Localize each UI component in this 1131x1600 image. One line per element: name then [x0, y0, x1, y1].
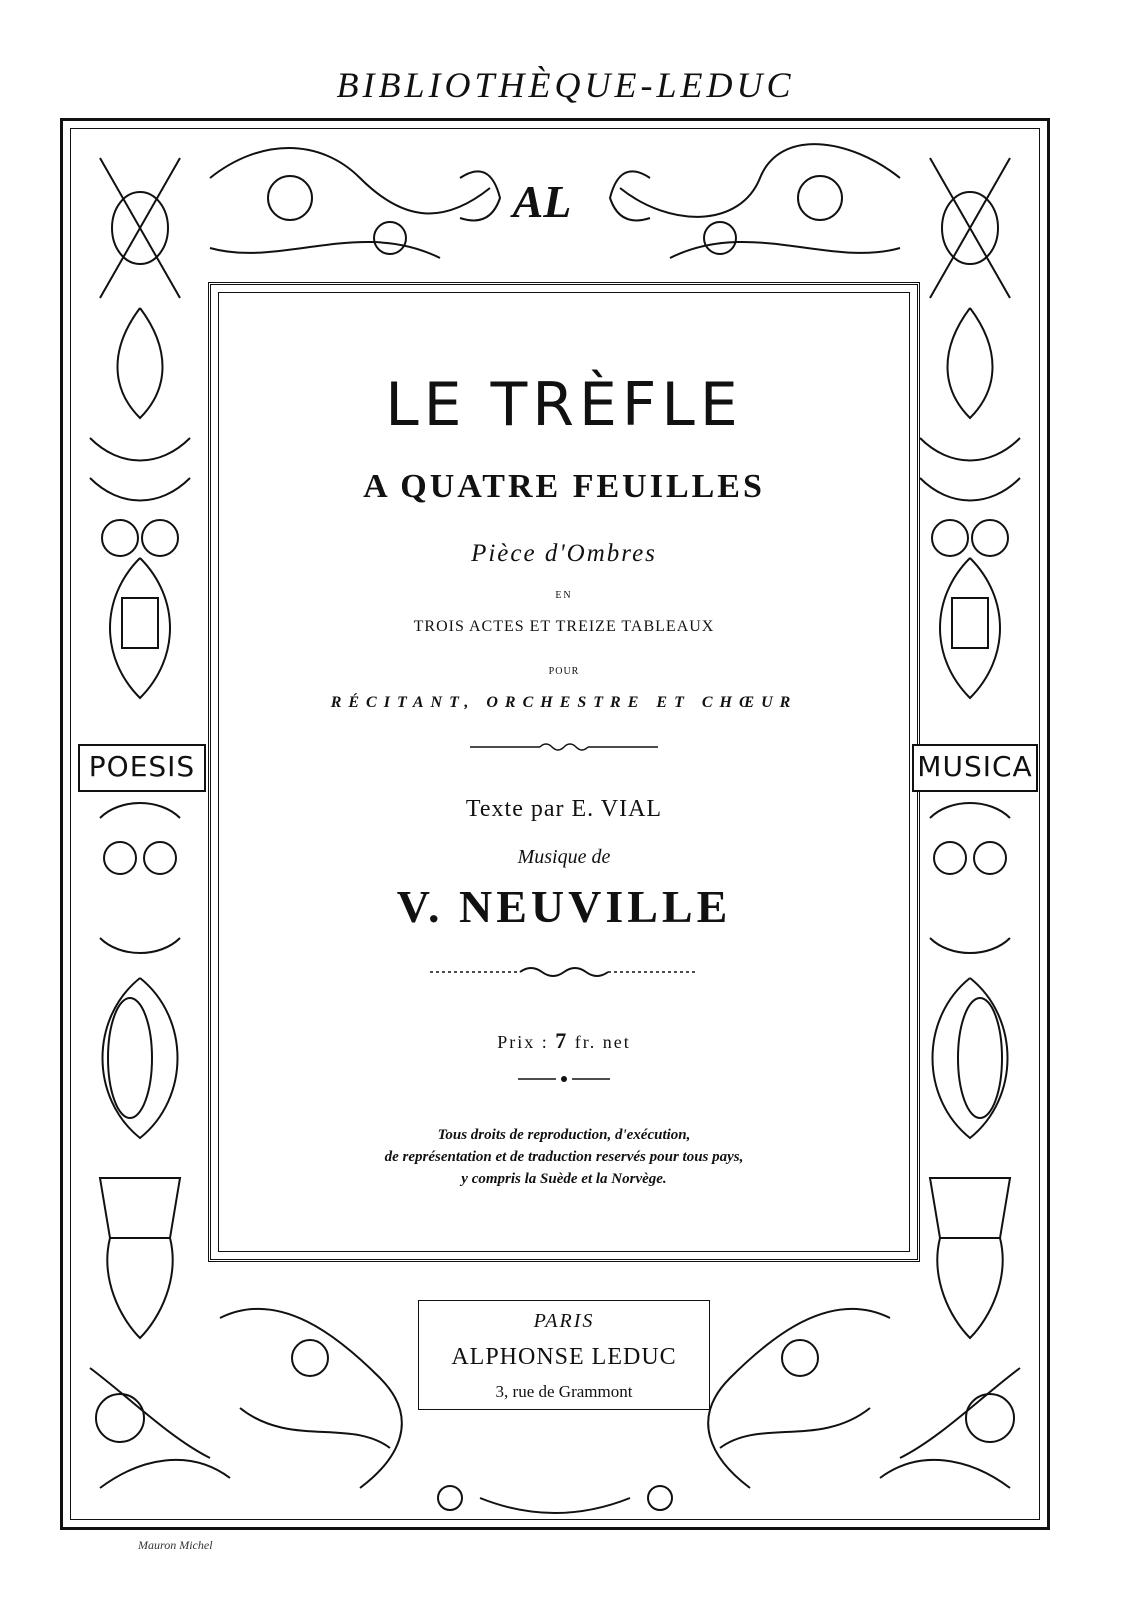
- text-by-credit: Texte par E. VIAL: [465, 796, 663, 822]
- rights-line-2: de représentation et de traduction reservés pour tous pays,: [384, 1149, 744, 1165]
- price-label: Prix :: [497, 1032, 549, 1052]
- rights-notice: [208, 1124, 920, 1190]
- series-header: BIBLIOTHÈQUE-LEDUC: [336, 65, 795, 105]
- engraver-signature: Mauron Michel: [138, 1538, 213, 1552]
- connector-pour: POUR: [548, 666, 580, 677]
- subtitle: A QUATRE FEUILLES: [363, 468, 765, 505]
- flourish-divider-2: [430, 964, 698, 980]
- music-by-label: Musique de: [517, 846, 611, 868]
- publisher-address: 3, rue de Grammont: [495, 1382, 633, 1401]
- main-title: LE TRÈFLE: [385, 370, 743, 440]
- publisher-monogram: AL: [512, 176, 572, 227]
- performing-forces: RÉCITANT, ORCHESTRE ET CHŒUR: [330, 694, 798, 711]
- banner-musica: MUSICA: [912, 744, 1038, 792]
- genre-line: Pièce d'Ombres: [471, 540, 657, 567]
- publisher-city: PARIS: [533, 1310, 595, 1332]
- price-unit: fr. net: [574, 1032, 631, 1052]
- flourish-divider-3: [518, 1074, 610, 1084]
- rights-line-3: y compris la Suède et la Norvège.: [461, 1171, 667, 1187]
- price-amount: 7: [555, 1028, 569, 1053]
- rights-line-1: Tous droits de reproduction, d'exécution,: [437, 1127, 691, 1143]
- acts-line: TROIS ACTES ET TREIZE TABLEAUX: [413, 618, 715, 635]
- publisher-name: ALPHONSE LEDUC: [451, 1344, 677, 1370]
- composer-name: V. NEUVILLE: [396, 881, 732, 932]
- price-line: [208, 1028, 920, 1054]
- flourish-divider-1: [470, 740, 658, 754]
- connector-en: EN: [555, 590, 573, 601]
- banner-poesis: POESIS: [78, 744, 206, 792]
